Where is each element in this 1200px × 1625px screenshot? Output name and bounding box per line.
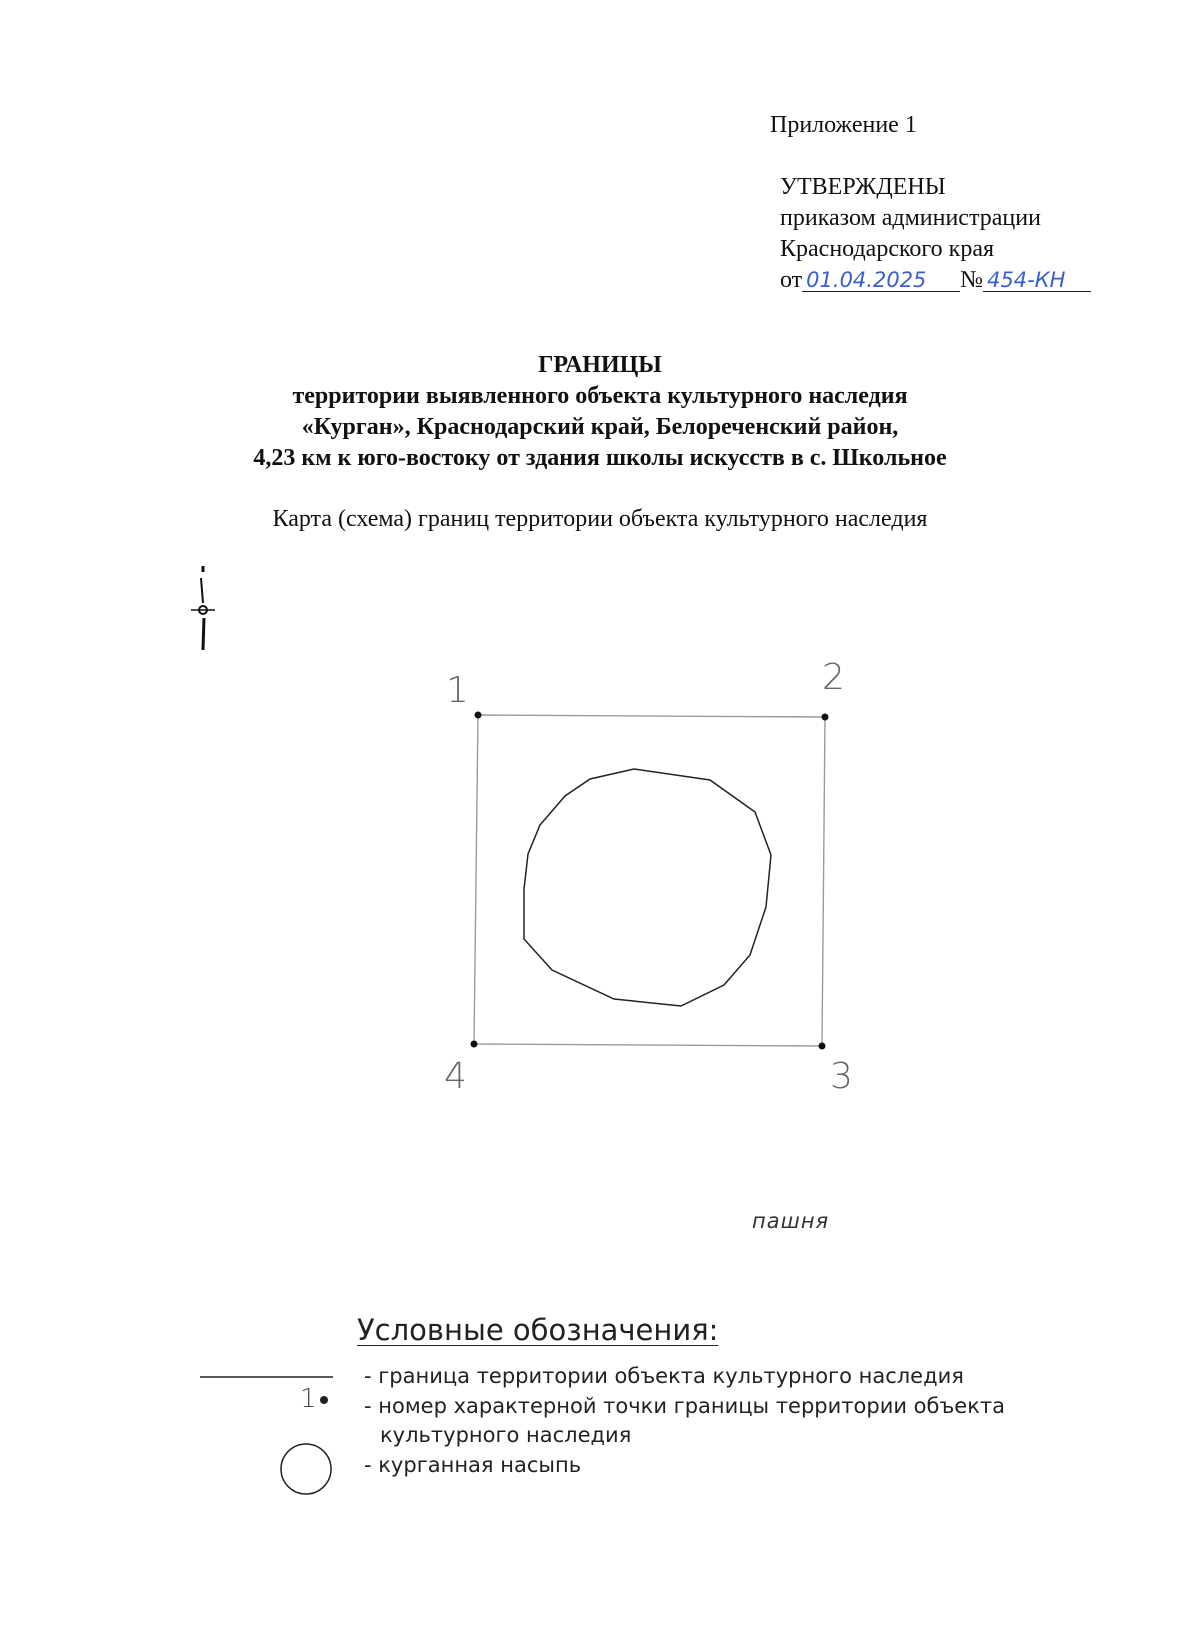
title-line-2: территории выявленного объекта культурного наследия — [292, 383, 908, 409]
point-label-1: 1 — [446, 670, 469, 711]
boundary-point-3 — [819, 1043, 826, 1050]
land-use-label: пашня — [752, 1209, 830, 1233]
approved-line-3: Краснодарского края — [780, 236, 995, 262]
handwritten-date: 01.04.2025 — [802, 269, 960, 292]
boundary-point-2 — [822, 714, 829, 721]
title-line-1: ГРАНИЦЫ — [538, 352, 662, 378]
territory-boundary — [474, 715, 825, 1046]
title-line-3: «Курган», Краснодарский край, Белореченский район, — [301, 414, 899, 440]
legend-title: Условные обозначения: — [357, 1313, 719, 1347]
legend-mound-circle-icon — [281, 1444, 331, 1494]
boundary-point-4 — [471, 1041, 478, 1048]
approved-line-2: приказом администрации — [780, 205, 1041, 231]
legend-item-mound: - курганная насыпь — [364, 1453, 582, 1477]
legend-item-point-line-2: культурного наследия — [380, 1423, 632, 1447]
kurgan-mound-outline — [524, 769, 771, 1006]
legend-point-dot-icon — [320, 1396, 328, 1404]
appendix-label: Приложение 1 — [770, 112, 917, 138]
point-label-3: 3 — [830, 1056, 853, 1097]
legend-item-boundary: - граница территории объекта культурного наследия — [364, 1364, 964, 1388]
boundary-point-1 — [475, 712, 482, 719]
approved-line-1: УТВЕРЖДЕНЫ — [780, 174, 946, 200]
title-line-4: 4,23 км к юго-востоку от здания школы искусств в с. Школьное — [253, 445, 947, 471]
number-prefix: № — [960, 267, 984, 293]
north-arrow-icon — [191, 566, 215, 650]
legend-item-point-line-1: - номер характерной точки границы территории объекта — [364, 1394, 1006, 1418]
point-label-4: 4 — [444, 1056, 467, 1097]
date-prefix: от — [780, 267, 803, 293]
handwritten-number: 454-КН — [983, 269, 1091, 292]
legend-point-number: 1 — [300, 1384, 317, 1414]
point-label-2: 2 — [822, 657, 845, 698]
map-subtitle: Карта (схема) границ территории объекта культурного наследия — [272, 506, 928, 532]
